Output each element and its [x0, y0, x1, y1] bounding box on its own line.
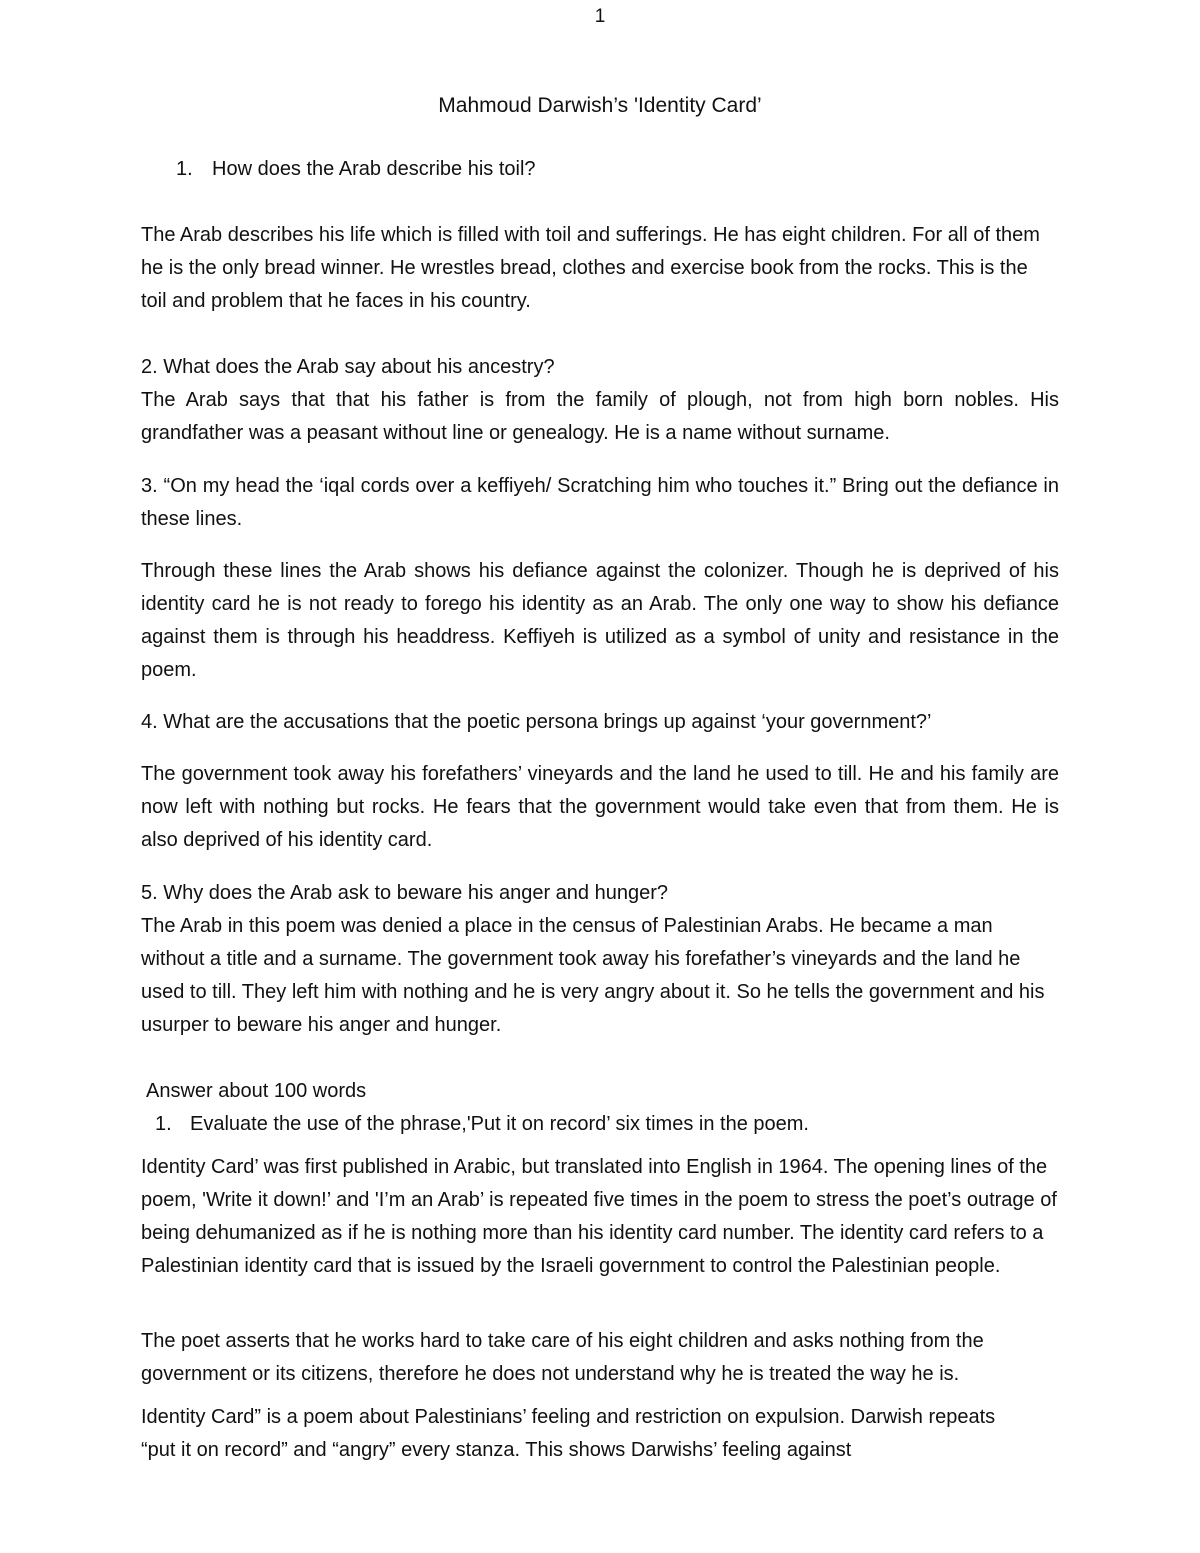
- section-paragraph-2: The poet asserts that he works hard to take care of his eight children and asks nothing from the government or its citizens, therefore he does not understand why he is treated the way he is.: [141, 1330, 984, 1385]
- question-1-text: How does the Arab describe his toil?: [212, 158, 536, 180]
- page-number: 1: [594, 6, 606, 27]
- section-heading: Answer about 100 words: [146, 1080, 367, 1102]
- section-item-1: [155, 1108, 809, 1141]
- question-2: 2. What does the Arab say about his ancestry?: [141, 356, 555, 378]
- question-5: 5. Why does the Arab ask to beware his anger and hunger?: [141, 882, 669, 904]
- answer-2: The Arab says that that his father is from the family of plough, not from high born nobles. His grandfather was a peasant without line or genealogy. He is a name without surname.: [141, 389, 1059, 444]
- answer-1: The Arab describes his life which is filled with toil and sufferings. He has eight children. For all of them he is the only bread winner. He wrestles bread, clothes and exercise book from the rocks. This is the toil and problem that he faces in his country.: [141, 224, 1040, 312]
- section-paragraph-3: Identity Card” is a poem about Palestinians’ feeling and restriction on expulsion. Darwish repeats “put it on record” and “angry” every stanza. This shows Darwishs’ feeling against: [141, 1406, 996, 1461]
- question-1-number: 1.: [176, 158, 193, 180]
- question-3: 3. “On my head the ‘iqal cords over a keffiyeh/ Scratching him who touches it.” Bring out the defiance in these lines.: [141, 475, 1059, 530]
- answer-3: Through these lines the Arab shows his defiance against the colonizer. Though he is deprived of his identity card he is not ready to forego his identity as an Arab. The only one way to show his defiance against them is through his headdress. Keffiyeh is utilized as a symbol of unity and resistance in the poem.: [141, 560, 1059, 681]
- section-item-1-number: 1.: [155, 1113, 172, 1135]
- question-1: [176, 153, 536, 186]
- section-paragraph-1: Identity Card’ was first published in Arabic, but translated into English in 1964. The opening lines of the poem, 'Write it down!’ and 'I’m an Arab’ is repeated five times in the poem to stress the poet’s outrage of being dehumanized as if he is nothing more than his identity card number. The identity card refers to a Palestinian identity card that is issued by the Israeli government to control the Palestinian people.: [141, 1156, 1057, 1277]
- question-4: 4. What are the accusations that the poetic persona brings up against ‘your government?’: [141, 711, 932, 733]
- section-item-1-text: Evaluate the use of the phrase,'Put it on record’ six times in the poem.: [190, 1113, 809, 1135]
- answer-4: The government took away his forefathers’ vineyards and the land he used to till. He and his family are now left with nothing but rocks. He fears that the government would take even that from them. He is also deprived of his identity card.: [141, 763, 1059, 851]
- document-title: Mahmoud Darwish’s 'Identity Card’: [438, 94, 762, 117]
- answer-5: The Arab in this poem was denied a place in the census of Palestinian Arabs. He became a man without a title and a surname. The government took away his forefather’s vineyards and the land he used to till. They left him with nothing and he is very angry about it. So he tells the government and his usurper to beware his anger and hunger.: [141, 915, 1045, 1036]
